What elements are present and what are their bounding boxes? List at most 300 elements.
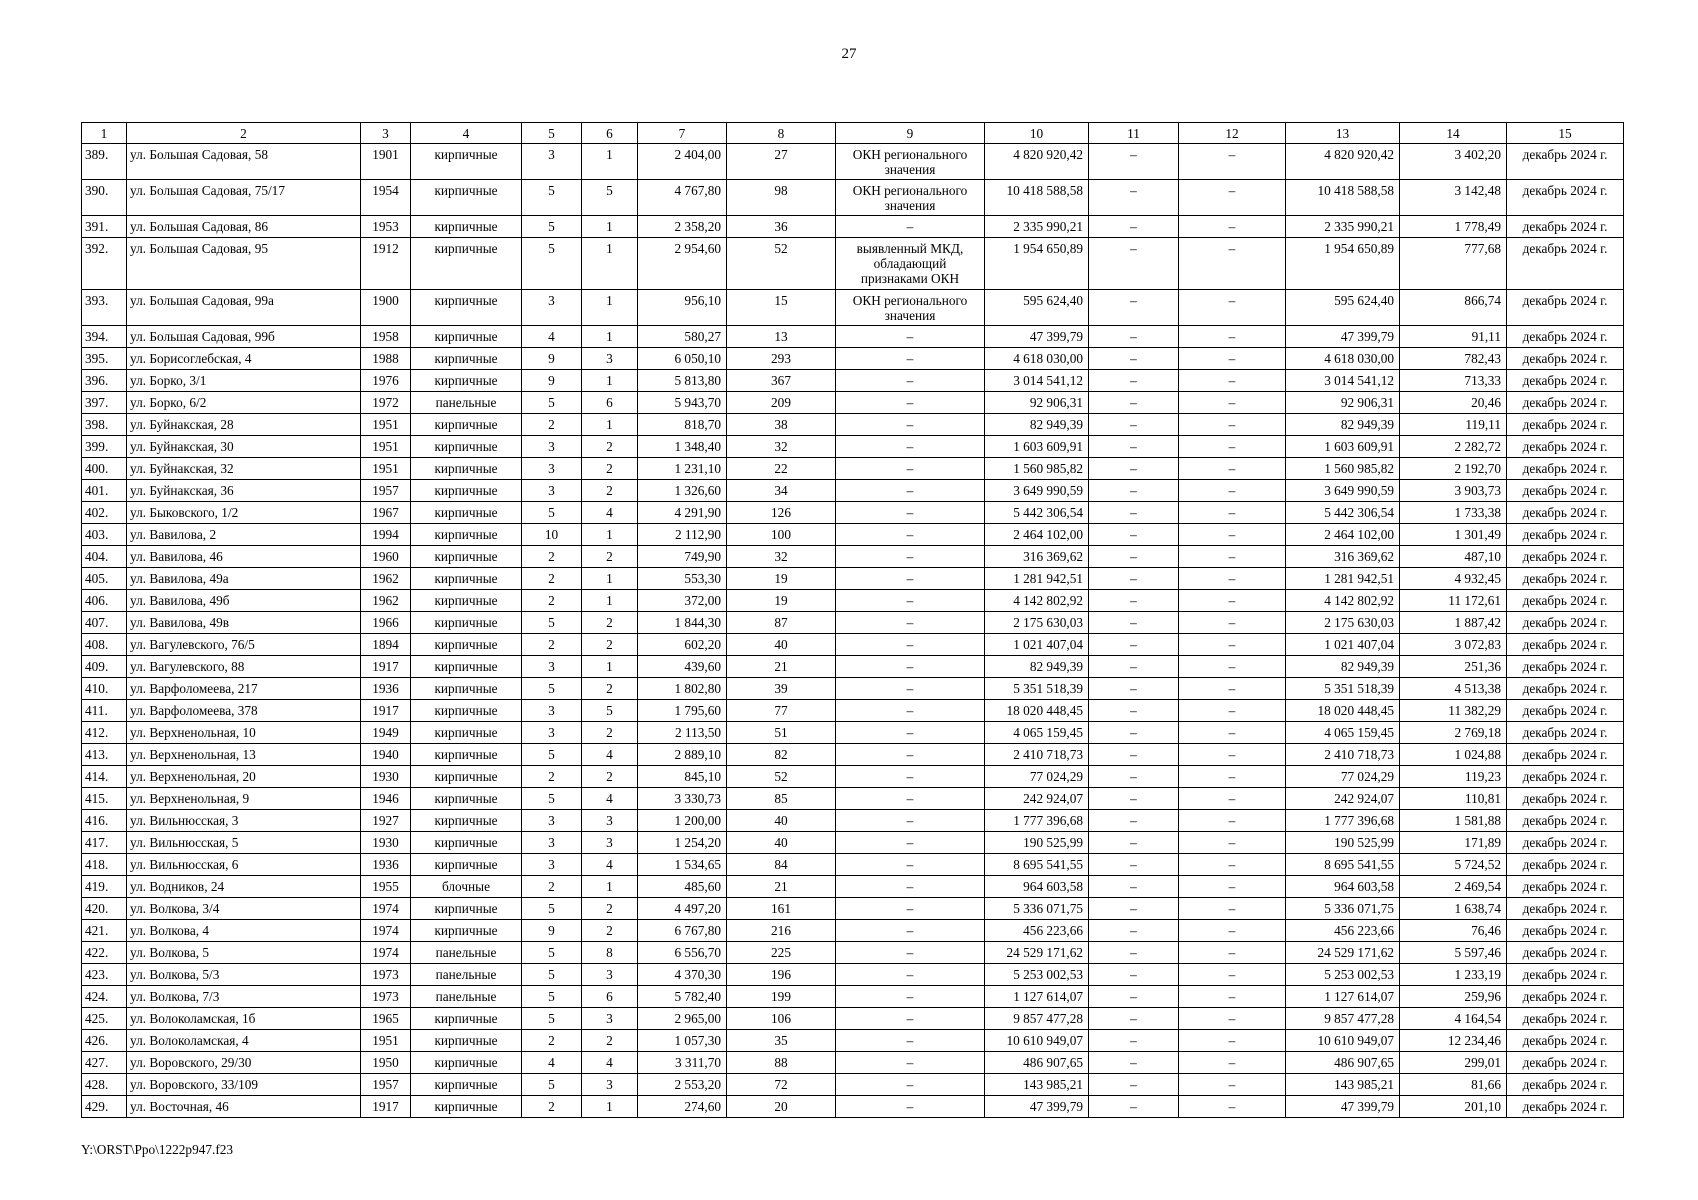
cell-col-13: 1 281 942,51 — [1286, 568, 1400, 590]
cell-col-10: 10 418 588,58 — [985, 180, 1089, 216]
cell-col-9: – — [836, 854, 985, 876]
cell-col-8: 34 — [727, 480, 836, 502]
cell-col-13: 77 024,29 — [1286, 766, 1400, 788]
cell-col-1: 398. — [82, 414, 127, 436]
cell-col-3: 1958 — [361, 326, 411, 348]
cell-col-9: – — [836, 524, 985, 546]
cell-col-1: 390. — [82, 180, 127, 216]
cell-col-1: 393. — [82, 290, 127, 326]
cell-col-8: 209 — [727, 392, 836, 414]
cell-col-3: 1955 — [361, 876, 411, 898]
cell-col-9: – — [836, 678, 985, 700]
cell-col-7: 2 112,90 — [638, 524, 727, 546]
cell-col-8: 39 — [727, 678, 836, 700]
cell-col-3: 1917 — [361, 656, 411, 678]
cell-col-7: 2 889,10 — [638, 744, 727, 766]
cell-col-5: 2 — [522, 546, 582, 568]
cell-col-6: 2 — [582, 898, 638, 920]
cell-col-5: 5 — [522, 788, 582, 810]
cell-col-15: декабрь 2024 г. — [1507, 788, 1624, 810]
cell-col-1: 412. — [82, 722, 127, 744]
cell-col-2: ул. Буйнакская, 36 — [127, 480, 361, 502]
cell-col-5: 2 — [522, 590, 582, 612]
cell-col-3: 1951 — [361, 414, 411, 436]
cell-col-3: 1951 — [361, 458, 411, 480]
cell-col-11: – — [1089, 326, 1179, 348]
cell-col-11: – — [1089, 656, 1179, 678]
cell-col-5: 4 — [522, 1052, 582, 1074]
cell-col-9: – — [836, 348, 985, 370]
cell-col-9: – — [836, 656, 985, 678]
cell-col-6: 1 — [582, 144, 638, 180]
cell-col-1: 394. — [82, 326, 127, 348]
cell-col-12: – — [1179, 832, 1286, 854]
cell-col-1: 422. — [82, 942, 127, 964]
table-row — [82, 766, 1624, 788]
cell-col-2: ул. Верхненольная, 13 — [127, 744, 361, 766]
cell-col-1: 417. — [82, 832, 127, 854]
table-row — [82, 678, 1624, 700]
cell-col-1: 399. — [82, 436, 127, 458]
cell-col-4: кирпичные — [411, 678, 522, 700]
cell-col-9: ОКН регионального значения — [836, 144, 985, 180]
cell-col-15: декабрь 2024 г. — [1507, 898, 1624, 920]
cell-col-10: 316 369,62 — [985, 546, 1089, 568]
cell-col-8: 98 — [727, 180, 836, 216]
cell-col-12: – — [1179, 898, 1286, 920]
cell-col-11: – — [1089, 546, 1179, 568]
cell-col-11: – — [1089, 392, 1179, 414]
cell-col-15: декабрь 2024 г. — [1507, 590, 1624, 612]
cell-col-13: 3 649 990,59 — [1286, 480, 1400, 502]
cell-col-3: 1936 — [361, 854, 411, 876]
cell-col-6: 1 — [582, 524, 638, 546]
cell-col-3: 1940 — [361, 744, 411, 766]
cell-col-8: 51 — [727, 722, 836, 744]
column-header-15: 15 — [1507, 123, 1624, 144]
cell-col-3: 1953 — [361, 216, 411, 238]
cell-col-12: – — [1179, 392, 1286, 414]
cell-col-8: 367 — [727, 370, 836, 392]
table-row — [82, 612, 1624, 634]
cell-col-2: ул. Большая Садовая, 95 — [127, 238, 361, 290]
cell-col-6: 3 — [582, 964, 638, 986]
cell-col-9: – — [836, 436, 985, 458]
cell-col-5: 2 — [522, 1030, 582, 1052]
cell-col-15: декабрь 2024 г. — [1507, 722, 1624, 744]
cell-col-14: 4 164,54 — [1400, 1008, 1507, 1030]
table-row — [82, 590, 1624, 612]
cell-col-15: декабрь 2024 г. — [1507, 180, 1624, 216]
cell-col-10: 47 399,79 — [985, 326, 1089, 348]
table-row — [82, 942, 1624, 964]
cell-col-11: – — [1089, 964, 1179, 986]
cell-col-13: 486 907,65 — [1286, 1052, 1400, 1074]
cell-col-9: – — [836, 612, 985, 634]
cell-col-5: 3 — [522, 832, 582, 854]
table-row — [82, 180, 1624, 216]
cell-col-4: кирпичные — [411, 722, 522, 744]
cell-col-11: – — [1089, 854, 1179, 876]
cell-col-15: декабрь 2024 г. — [1507, 370, 1624, 392]
cell-col-3: 1954 — [361, 180, 411, 216]
cell-col-11: – — [1089, 722, 1179, 744]
cell-col-11: – — [1089, 568, 1179, 590]
cell-col-11: – — [1089, 524, 1179, 546]
cell-col-2: ул. Волкова, 5 — [127, 942, 361, 964]
cell-col-11: – — [1089, 1096, 1179, 1118]
cell-col-6: 3 — [582, 1074, 638, 1096]
cell-col-1: 413. — [82, 744, 127, 766]
cell-col-7: 580,27 — [638, 326, 727, 348]
cell-col-14: 11 382,29 — [1400, 700, 1507, 722]
cell-col-3: 1946 — [361, 788, 411, 810]
cell-col-5: 5 — [522, 678, 582, 700]
cell-col-2: ул. Буйнакская, 30 — [127, 436, 361, 458]
cell-col-4: панельные — [411, 392, 522, 414]
table-row — [82, 348, 1624, 370]
cell-col-3: 1973 — [361, 964, 411, 986]
cell-col-7: 6 767,80 — [638, 920, 727, 942]
cell-col-5: 2 — [522, 766, 582, 788]
cell-col-9: – — [836, 942, 985, 964]
cell-col-8: 161 — [727, 898, 836, 920]
cell-col-2: ул. Волкова, 5/3 — [127, 964, 361, 986]
cell-col-10: 4 065 159,45 — [985, 722, 1089, 744]
cell-col-12: – — [1179, 920, 1286, 942]
cell-col-2: ул. Волоколамская, 1б — [127, 1008, 361, 1030]
cell-col-1: 402. — [82, 502, 127, 524]
cell-col-14: 1 778,49 — [1400, 216, 1507, 238]
cell-col-13: 2 175 630,03 — [1286, 612, 1400, 634]
cell-col-1: 410. — [82, 678, 127, 700]
cell-col-5: 2 — [522, 634, 582, 656]
cell-col-9: – — [836, 788, 985, 810]
cell-col-1: 427. — [82, 1052, 127, 1074]
cell-col-6: 1 — [582, 238, 638, 290]
cell-col-15: декабрь 2024 г. — [1507, 612, 1624, 634]
cell-col-10: 143 985,21 — [985, 1074, 1089, 1096]
cell-col-12: – — [1179, 634, 1286, 656]
cell-col-10: 1 560 985,82 — [985, 458, 1089, 480]
table-row — [82, 370, 1624, 392]
cell-col-4: кирпичные — [411, 502, 522, 524]
cell-col-9: – — [836, 414, 985, 436]
cell-col-10: 486 907,65 — [985, 1052, 1089, 1074]
cell-col-14: 1 581,88 — [1400, 810, 1507, 832]
cell-col-11: – — [1089, 348, 1179, 370]
cell-col-8: 216 — [727, 920, 836, 942]
table-row — [82, 326, 1624, 348]
cell-col-5: 5 — [522, 502, 582, 524]
cell-col-8: 20 — [727, 1096, 836, 1118]
cell-col-10: 2 175 630,03 — [985, 612, 1089, 634]
cell-col-7: 3 311,70 — [638, 1052, 727, 1074]
cell-col-11: – — [1089, 766, 1179, 788]
cell-col-8: 88 — [727, 1052, 836, 1074]
cell-col-4: кирпичные — [411, 370, 522, 392]
cell-col-5: 5 — [522, 238, 582, 290]
cell-col-8: 72 — [727, 1074, 836, 1096]
cell-col-14: 20,46 — [1400, 392, 1507, 414]
cell-col-2: ул. Большая Садовая, 86 — [127, 216, 361, 238]
cell-col-4: кирпичные — [411, 1096, 522, 1118]
table-body — [82, 144, 1624, 1118]
cell-col-7: 5 782,40 — [638, 986, 727, 1008]
cell-col-7: 956,10 — [638, 290, 727, 326]
cell-col-14: 3 402,20 — [1400, 144, 1507, 180]
cell-col-12: – — [1179, 788, 1286, 810]
cell-col-2: ул. Большая Садовая, 58 — [127, 144, 361, 180]
table-row — [82, 920, 1624, 942]
cell-col-9: – — [836, 1052, 985, 1074]
table-row — [82, 216, 1624, 238]
cell-col-11: – — [1089, 144, 1179, 180]
cell-col-3: 1950 — [361, 1052, 411, 1074]
cell-col-8: 40 — [727, 832, 836, 854]
cell-col-13: 190 525,99 — [1286, 832, 1400, 854]
cell-col-6: 2 — [582, 634, 638, 656]
cell-col-1: 429. — [82, 1096, 127, 1118]
cell-col-4: кирпичные — [411, 238, 522, 290]
cell-col-10: 10 610 949,07 — [985, 1030, 1089, 1052]
cell-col-13: 242 924,07 — [1286, 788, 1400, 810]
cell-col-12: – — [1179, 480, 1286, 502]
cell-col-7: 818,70 — [638, 414, 727, 436]
cell-col-4: кирпичные — [411, 524, 522, 546]
cell-col-5: 5 — [522, 392, 582, 414]
cell-col-14: 5 597,46 — [1400, 942, 1507, 964]
cell-col-7: 1 231,10 — [638, 458, 727, 480]
cell-col-2: ул. Большая Садовая, 99б — [127, 326, 361, 348]
cell-col-12: – — [1179, 370, 1286, 392]
cell-col-6: 1 — [582, 590, 638, 612]
cell-col-4: кирпичные — [411, 1074, 522, 1096]
cell-col-3: 1957 — [361, 1074, 411, 1096]
cell-col-12: – — [1179, 568, 1286, 590]
cell-col-7: 439,60 — [638, 656, 727, 678]
cell-col-4: кирпичные — [411, 744, 522, 766]
table-row — [82, 392, 1624, 414]
table-row — [82, 854, 1624, 876]
table-row — [82, 964, 1624, 986]
column-header-12: 12 — [1179, 123, 1286, 144]
cell-col-6: 2 — [582, 612, 638, 634]
cell-col-7: 749,90 — [638, 546, 727, 568]
cell-col-10: 1 777 396,68 — [985, 810, 1089, 832]
cell-col-14: 487,10 — [1400, 546, 1507, 568]
cell-col-4: панельные — [411, 964, 522, 986]
cell-col-14: 11 172,61 — [1400, 590, 1507, 612]
cell-col-7: 4 291,90 — [638, 502, 727, 524]
cell-col-15: декабрь 2024 г. — [1507, 290, 1624, 326]
cell-col-7: 6 556,70 — [638, 942, 727, 964]
cell-col-7: 4 767,80 — [638, 180, 727, 216]
cell-col-5: 5 — [522, 216, 582, 238]
cell-col-11: – — [1089, 612, 1179, 634]
cell-col-9: – — [836, 722, 985, 744]
cell-col-10: 4 820 920,42 — [985, 144, 1089, 180]
cell-col-15: декабрь 2024 г. — [1507, 1074, 1624, 1096]
cell-col-8: 126 — [727, 502, 836, 524]
cell-col-6: 5 — [582, 180, 638, 216]
cell-col-12: – — [1179, 964, 1286, 986]
cell-col-3: 1951 — [361, 436, 411, 458]
table-row — [82, 1008, 1624, 1030]
cell-col-6: 1 — [582, 414, 638, 436]
cell-col-7: 2 113,50 — [638, 722, 727, 744]
table-row — [82, 546, 1624, 568]
cell-col-9: ОКН регионального значения — [836, 180, 985, 216]
cell-col-10: 2 335 990,21 — [985, 216, 1089, 238]
cell-col-13: 595 624,40 — [1286, 290, 1400, 326]
cell-col-6: 2 — [582, 920, 638, 942]
cell-col-1: 407. — [82, 612, 127, 634]
cell-col-7: 1 348,40 — [638, 436, 727, 458]
cell-col-12: – — [1179, 656, 1286, 678]
cell-col-9: выявленный МКД, обладающий признаками ОКН — [836, 238, 985, 290]
cell-col-11: – — [1089, 920, 1179, 942]
cell-col-13: 5 351 518,39 — [1286, 678, 1400, 700]
table-row — [82, 524, 1624, 546]
cell-col-3: 1962 — [361, 568, 411, 590]
cell-col-14: 251,36 — [1400, 656, 1507, 678]
cell-col-13: 2 335 990,21 — [1286, 216, 1400, 238]
cell-col-11: – — [1089, 370, 1179, 392]
cell-col-11: – — [1089, 634, 1179, 656]
cell-col-3: 1974 — [361, 898, 411, 920]
cell-col-15: декабрь 2024 г. — [1507, 876, 1624, 898]
cell-col-2: ул. Вильнюсская, 3 — [127, 810, 361, 832]
cell-col-7: 2 954,60 — [638, 238, 727, 290]
cell-col-5: 3 — [522, 722, 582, 744]
cell-col-14: 12 234,46 — [1400, 1030, 1507, 1052]
cell-col-1: 406. — [82, 590, 127, 612]
cell-col-6: 3 — [582, 810, 638, 832]
cell-col-13: 5 442 306,54 — [1286, 502, 1400, 524]
cell-col-3: 1994 — [361, 524, 411, 546]
cell-col-9: – — [836, 392, 985, 414]
cell-col-13: 964 603,58 — [1286, 876, 1400, 898]
cell-col-7: 6 050,10 — [638, 348, 727, 370]
cell-col-11: – — [1089, 700, 1179, 722]
cell-col-14: 119,23 — [1400, 766, 1507, 788]
cell-col-3: 1901 — [361, 144, 411, 180]
cell-col-9: – — [836, 546, 985, 568]
cell-col-13: 92 906,31 — [1286, 392, 1400, 414]
cell-col-14: 201,10 — [1400, 1096, 1507, 1118]
cell-col-1: 409. — [82, 656, 127, 678]
cell-col-2: ул. Вавилова, 2 — [127, 524, 361, 546]
cell-col-12: – — [1179, 590, 1286, 612]
cell-col-10: 3 014 541,12 — [985, 370, 1089, 392]
column-header-4: 4 — [411, 123, 522, 144]
cell-col-4: кирпичные — [411, 216, 522, 238]
cell-col-2: ул. Волкова, 7/3 — [127, 986, 361, 1008]
cell-col-3: 1927 — [361, 810, 411, 832]
cell-col-9: – — [836, 370, 985, 392]
cell-col-6: 2 — [582, 766, 638, 788]
cell-col-15: декабрь 2024 г. — [1507, 766, 1624, 788]
cell-col-12: – — [1179, 678, 1286, 700]
cell-col-5: 5 — [522, 744, 582, 766]
cell-col-7: 1 254,20 — [638, 832, 727, 854]
cell-col-1: 396. — [82, 370, 127, 392]
cell-col-13: 316 369,62 — [1286, 546, 1400, 568]
cell-col-13: 24 529 171,62 — [1286, 942, 1400, 964]
cell-col-1: 416. — [82, 810, 127, 832]
cell-col-4: панельные — [411, 942, 522, 964]
cell-col-8: 21 — [727, 656, 836, 678]
cell-col-14: 777,68 — [1400, 238, 1507, 290]
table-row — [82, 1096, 1624, 1118]
cell-col-1: 419. — [82, 876, 127, 898]
cell-col-4: кирпичные — [411, 832, 522, 854]
cell-col-8: 22 — [727, 458, 836, 480]
cell-col-15: декабрь 2024 г. — [1507, 546, 1624, 568]
cell-col-9: – — [836, 326, 985, 348]
cell-col-7: 1 057,30 — [638, 1030, 727, 1052]
cell-col-13: 1 954 650,89 — [1286, 238, 1400, 290]
cell-col-3: 1965 — [361, 1008, 411, 1030]
cell-col-8: 40 — [727, 810, 836, 832]
cell-col-2: ул. Вавилова, 49а — [127, 568, 361, 590]
cell-col-12: – — [1179, 436, 1286, 458]
cell-col-6: 1 — [582, 568, 638, 590]
cell-col-14: 76,46 — [1400, 920, 1507, 942]
cell-col-14: 3 903,73 — [1400, 480, 1507, 502]
cell-col-3: 1930 — [361, 832, 411, 854]
cell-col-4: блочные — [411, 876, 522, 898]
cell-col-8: 82 — [727, 744, 836, 766]
cell-col-6: 3 — [582, 348, 638, 370]
column-header-10: 10 — [985, 123, 1089, 144]
cell-col-4: кирпичные — [411, 414, 522, 436]
cell-col-6: 2 — [582, 436, 638, 458]
cell-col-5: 5 — [522, 612, 582, 634]
cell-col-9: – — [836, 898, 985, 920]
cell-col-14: 1 301,49 — [1400, 524, 1507, 546]
cell-col-4: кирпичные — [411, 854, 522, 876]
table-row — [82, 656, 1624, 678]
cell-col-6: 5 — [582, 700, 638, 722]
cell-col-15: декабрь 2024 г. — [1507, 986, 1624, 1008]
cell-col-13: 5 336 071,75 — [1286, 898, 1400, 920]
cell-col-11: – — [1089, 1052, 1179, 1074]
cell-col-7: 1 534,65 — [638, 854, 727, 876]
cell-col-14: 3 142,48 — [1400, 180, 1507, 216]
cell-col-9: – — [836, 920, 985, 942]
cell-col-8: 85 — [727, 788, 836, 810]
table-row — [82, 458, 1624, 480]
cell-col-15: декабрь 2024 г. — [1507, 568, 1624, 590]
cell-col-13: 1 127 614,07 — [1286, 986, 1400, 1008]
cell-col-11: – — [1089, 590, 1179, 612]
cell-col-15: декабрь 2024 г. — [1507, 480, 1624, 502]
cell-col-13: 1 560 985,82 — [1286, 458, 1400, 480]
housing-register-table — [81, 122, 1624, 1118]
cell-col-4: кирпичные — [411, 1030, 522, 1052]
cell-col-1: 397. — [82, 392, 127, 414]
cell-col-9: – — [836, 568, 985, 590]
cell-col-3: 1917 — [361, 1096, 411, 1118]
cell-col-14: 259,96 — [1400, 986, 1507, 1008]
cell-col-12: – — [1179, 326, 1286, 348]
cell-col-14: 2 469,54 — [1400, 876, 1507, 898]
cell-col-10: 2 410 718,73 — [985, 744, 1089, 766]
table-row — [82, 722, 1624, 744]
cell-col-6: 1 — [582, 876, 638, 898]
